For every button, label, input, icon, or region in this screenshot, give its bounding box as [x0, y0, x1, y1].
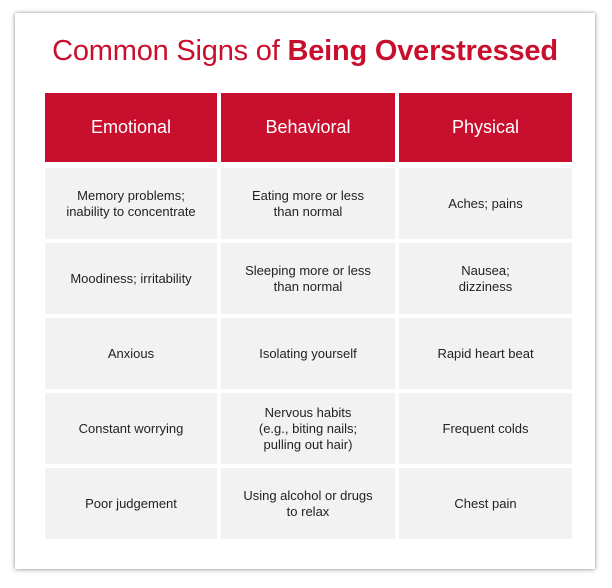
page-title [15, 35, 595, 68]
table-cell-physical: Nausea; dizziness [399, 243, 572, 314]
title-regular-text: Common Signs of [52, 35, 288, 67]
table-cell-behavioral: Eating more or less than normal [221, 168, 395, 239]
table-cell-physical: Frequent colds [399, 393, 572, 464]
table-cell-physical: Aches; pains [399, 168, 572, 239]
table-cell-behavioral: Nervous habits (e.g., biting nails; pulling out hair) [221, 393, 395, 464]
table-cell-behavioral: Isolating yourself [221, 318, 395, 389]
infographic-card [15, 13, 595, 569]
title-bold-text: Being Overstressed [287, 35, 558, 67]
column-header-physical: Physical [399, 93, 572, 162]
column-header-emotional: Emotional [45, 93, 217, 162]
signs-table [45, 93, 572, 539]
table-cell-emotional: Anxious [45, 318, 217, 389]
table-cell-behavioral: Sleeping more or less than normal [221, 243, 395, 314]
table-cell-emotional: Moodiness; irritability [45, 243, 217, 314]
table-cell-behavioral: Using alcohol or drugs to relax [221, 468, 395, 539]
table-cell-emotional: Poor judgement [45, 468, 217, 539]
table-cell-emotional: Constant worrying [45, 393, 217, 464]
table-cell-physical: Rapid heart beat [399, 318, 572, 389]
table-cell-emotional: Memory problems; inability to concentrate [45, 168, 217, 239]
column-header-behavioral: Behavioral [221, 93, 395, 162]
table-cell-physical: Chest pain [399, 468, 572, 539]
